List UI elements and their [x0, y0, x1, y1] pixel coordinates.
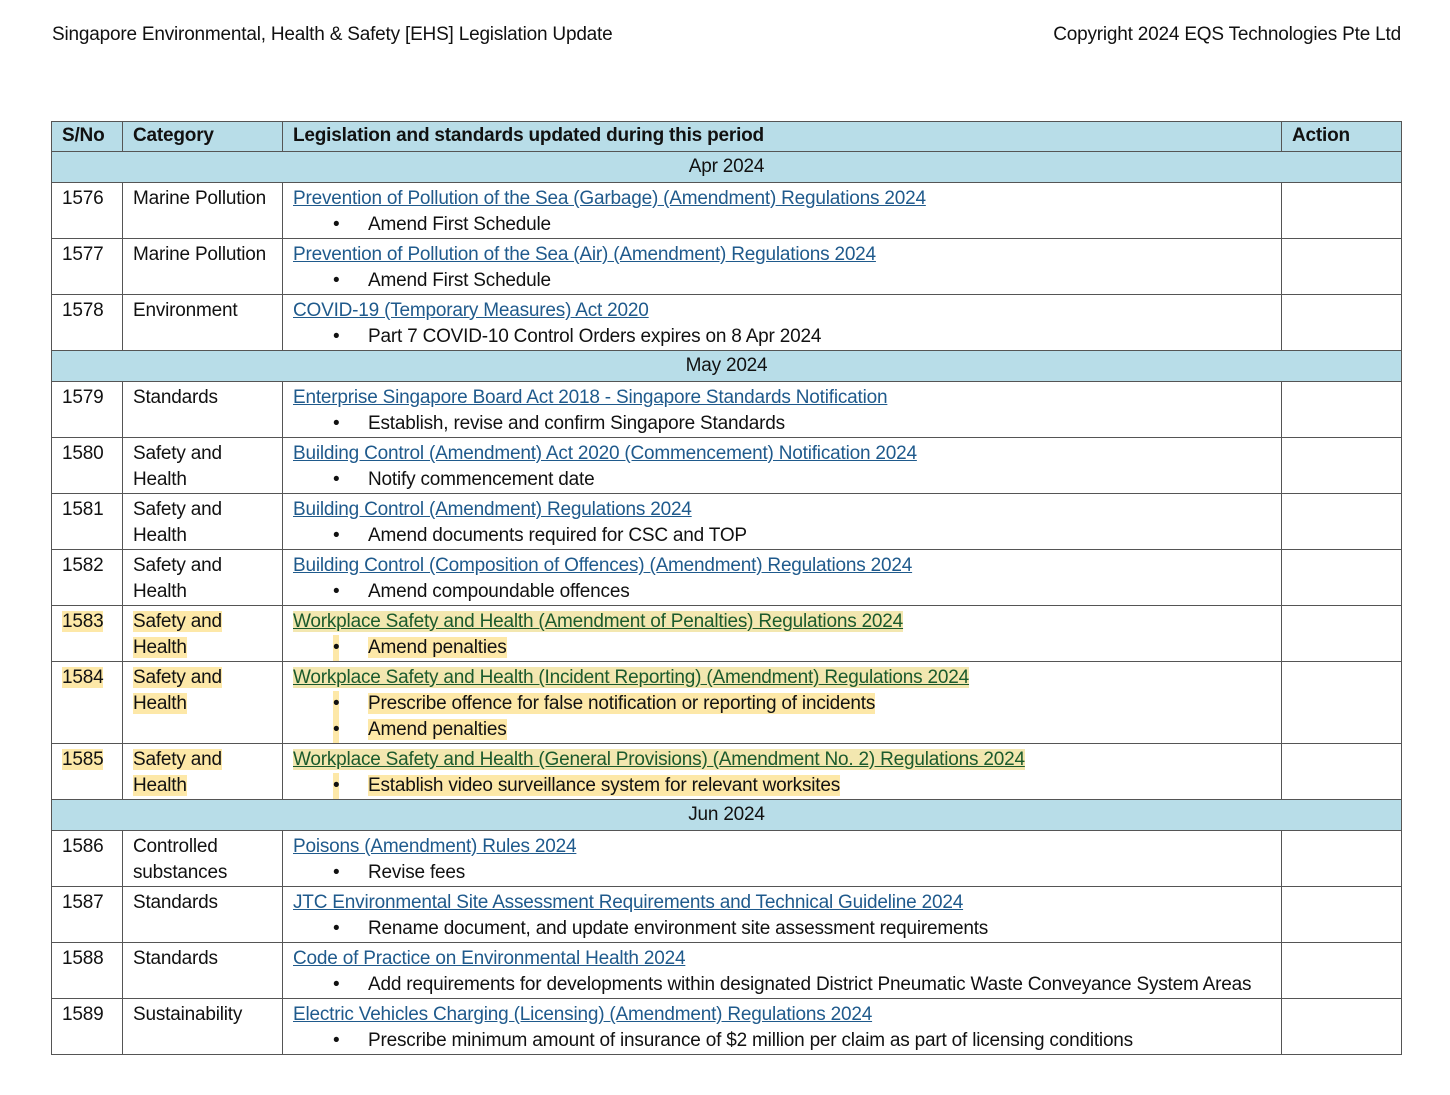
month-group-row	[52, 800, 1402, 831]
sno-value: 1589	[62, 1004, 104, 1025]
change-note-text: Rename document, and update environment site assessment requirements	[368, 918, 989, 939]
legislation-link[interactable]: Code of Practice on Environmental Health 2024	[293, 948, 686, 969]
bullet-dot-icon: •	[333, 270, 340, 291]
legislation-cell	[283, 999, 1282, 1055]
table-row	[52, 744, 1402, 800]
legislation-cell	[283, 662, 1282, 744]
bullet-dot-icon: •	[333, 635, 339, 661]
change-note-item	[293, 579, 1271, 605]
category-value: Marine Pollution	[133, 188, 267, 209]
legislation-link[interactable]: Poisons (Amendment) Rules 2024	[293, 836, 577, 857]
sno-value: 1583	[62, 611, 104, 632]
change-note-text: Add requirements for developments within designated District Pneumatic Waste Conveyance System Areas	[368, 974, 1252, 995]
sno-cell	[52, 606, 123, 662]
legislation-link[interactable]: Prevention of Pollution of the Sea (Air) (Amendment) Regulations 2024	[293, 244, 876, 265]
change-note-text: Prescribe offence for false notification or reporting of incidents	[368, 693, 876, 714]
change-notes-list	[293, 324, 1271, 350]
sno-cell	[52, 744, 123, 800]
category-value: Safety and Health	[133, 499, 222, 546]
category-cell	[123, 887, 283, 943]
bullet-dot-icon: •	[333, 918, 340, 939]
legislation-cell	[283, 550, 1282, 606]
document-title: Singapore Environmental, Health & Safety [EHS] Legislation Update	[52, 24, 613, 45]
legislation-link[interactable]: Enterprise Singapore Board Act 2018 - Singapore Standards Notification	[293, 387, 888, 408]
table-row	[52, 239, 1402, 295]
bullet-dot-icon: •	[333, 974, 340, 995]
sno-cell	[52, 550, 123, 606]
bullet-dot-icon: •	[333, 413, 340, 434]
change-note-item	[293, 467, 1271, 493]
bullet-dot-icon: •	[333, 525, 340, 546]
sno-cell	[52, 887, 123, 943]
change-note-item	[293, 773, 1271, 799]
bullet-dot-icon: •	[333, 691, 339, 717]
change-note-item	[293, 1028, 1271, 1054]
bullet-dot-icon: •	[333, 773, 339, 799]
category-value: Controlled substances	[133, 836, 228, 883]
legislation-cell	[283, 438, 1282, 494]
legislation-cell	[283, 831, 1282, 887]
page-header	[52, 22, 1401, 48]
legislation-cell	[283, 295, 1282, 351]
category-value: Environment	[133, 300, 238, 321]
change-notes-list	[293, 411, 1271, 437]
table-row	[52, 295, 1402, 351]
change-note-text: Amend documents required for CSC and TOP	[368, 525, 747, 546]
action-cell[interactable]	[1282, 438, 1402, 494]
table-row	[52, 438, 1402, 494]
legislation-link[interactable]: Workplace Safety and Health (Incident Reporting) (Amendment) Regulations 2024	[293, 667, 970, 688]
action-cell[interactable]	[1282, 239, 1402, 295]
bullet-dot-icon: •	[333, 581, 340, 602]
change-notes-list	[293, 1028, 1271, 1054]
change-note-text: Prescribe minimum amount of insurance of $2 million per claim as part of licensing conditions	[368, 1030, 1133, 1051]
action-cell[interactable]	[1282, 943, 1402, 999]
table-row	[52, 887, 1402, 943]
legislation-cell	[283, 239, 1282, 295]
change-note-text: Amend penalties	[368, 637, 507, 658]
category-value: Marine Pollution	[133, 244, 267, 265]
category-cell	[123, 606, 283, 662]
change-note-item	[293, 212, 1271, 238]
legislation-link[interactable]: Electric Vehicles Charging (Licensing) (Amendment) Regulations 2024	[293, 1004, 873, 1025]
change-note-item	[293, 268, 1271, 294]
table-row	[52, 183, 1402, 239]
column-header-category: Category	[123, 122, 283, 152]
bullet-dot-icon: •	[333, 862, 340, 883]
action-cell[interactable]	[1282, 295, 1402, 351]
legislation-cell	[283, 183, 1282, 239]
action-cell[interactable]	[1282, 494, 1402, 550]
change-note-item	[293, 324, 1271, 350]
category-cell	[123, 239, 283, 295]
legislation-link[interactable]: Building Control (Composition of Offences) (Amendment) Regulations 2024	[293, 555, 913, 576]
category-value: Safety and Health	[133, 443, 222, 490]
change-notes-list	[293, 860, 1271, 886]
change-note-item	[293, 972, 1271, 998]
change-notes-list	[293, 212, 1271, 238]
change-notes-list	[293, 635, 1271, 661]
category-cell	[123, 550, 283, 606]
sno-value: 1585	[62, 749, 104, 770]
month-group-row	[52, 351, 1402, 382]
change-note-text: Revise fees	[368, 862, 466, 883]
sno-value: 1578	[62, 300, 104, 321]
change-note-text: Establish, revise and confirm Singapore Standards	[368, 413, 785, 434]
sno-value: 1586	[62, 836, 104, 857]
legislation-link[interactable]: JTC Environmental Site Assessment Requirements and Technical Guideline 2024	[293, 892, 964, 913]
sno-value: 1582	[62, 555, 104, 576]
bullet-dot-icon: •	[333, 214, 340, 235]
category-value: Safety and Health	[133, 667, 222, 714]
change-note-text: Amend compoundable offences	[368, 581, 630, 602]
sno-value: 1579	[62, 387, 104, 408]
change-notes-list	[293, 523, 1271, 549]
action-cell[interactable]	[1282, 183, 1402, 239]
change-note-item	[293, 860, 1271, 886]
change-notes-list	[293, 773, 1271, 799]
change-notes-list	[293, 579, 1271, 605]
table-row	[52, 831, 1402, 887]
change-note-text: Part 7 COVID-10 Control Orders expires on 8 Apr 2024	[368, 326, 822, 347]
action-cell[interactable]	[1282, 550, 1402, 606]
category-cell	[123, 295, 283, 351]
table-row	[52, 662, 1402, 744]
legislation-link[interactable]: Workplace Safety and Health (Amendment of Penalties) Regulations 2024	[293, 611, 904, 632]
table-body	[52, 152, 1402, 1055]
legislation-table	[51, 121, 1402, 1055]
change-note-item	[293, 691, 1271, 717]
category-value: Sustainability	[133, 1004, 243, 1025]
column-header-sno: S/No	[52, 122, 123, 152]
change-note-text: Amend First Schedule	[368, 270, 551, 291]
sno-value: 1587	[62, 892, 104, 913]
legislation-cell	[283, 494, 1282, 550]
action-cell[interactable]	[1282, 887, 1402, 943]
category-cell	[123, 744, 283, 800]
category-value: Standards	[133, 948, 218, 969]
sno-cell	[52, 183, 123, 239]
category-cell	[123, 438, 283, 494]
table-row	[52, 550, 1402, 606]
change-note-text: Notify commencement date	[368, 469, 595, 490]
change-note-text: Amend First Schedule	[368, 214, 551, 235]
table-row	[52, 606, 1402, 662]
sno-value: 1577	[62, 244, 104, 265]
change-notes-list	[293, 467, 1271, 493]
action-cell[interactable]	[1282, 606, 1402, 662]
action-cell[interactable]	[1282, 831, 1402, 887]
sno-cell	[52, 494, 123, 550]
bullet-dot-icon: •	[333, 717, 339, 743]
legislation-cell	[283, 887, 1282, 943]
copyright-notice: Copyright 2024 EQS Technologies Pte Ltd	[1053, 24, 1401, 45]
legislation-link[interactable]: Building Control (Amendment) Regulations 2024	[293, 499, 692, 520]
sno-cell	[52, 438, 123, 494]
category-cell	[123, 183, 283, 239]
change-notes-list	[293, 268, 1271, 294]
sno-value: 1588	[62, 948, 104, 969]
change-note-item	[293, 635, 1271, 661]
sno-cell	[52, 943, 123, 999]
change-note-item	[293, 411, 1271, 437]
category-value: Standards	[133, 387, 218, 408]
legislation-cell	[283, 744, 1282, 800]
sno-cell	[52, 662, 123, 744]
column-header-legislation: Legislation and standards updated during this period	[283, 122, 1282, 152]
change-notes-list	[293, 916, 1271, 942]
change-notes-list	[293, 972, 1271, 998]
month-label: May 2024	[52, 351, 1402, 382]
category-cell	[123, 999, 283, 1055]
category-value: Safety and Health	[133, 611, 222, 658]
action-cell[interactable]	[1282, 382, 1402, 438]
sno-cell	[52, 999, 123, 1055]
sno-cell	[52, 831, 123, 887]
sno-value: 1584	[62, 667, 104, 688]
sno-cell	[52, 295, 123, 351]
category-value: Safety and Health	[133, 749, 222, 796]
legislation-cell	[283, 606, 1282, 662]
bullet-dot-icon: •	[333, 469, 340, 490]
legislation-link[interactable]: COVID-19 (Temporary Measures) Act 2020	[293, 300, 649, 321]
category-cell	[123, 662, 283, 744]
table-row	[52, 943, 1402, 999]
sno-cell	[52, 382, 123, 438]
action-cell[interactable]	[1282, 744, 1402, 800]
sno-value: 1576	[62, 188, 104, 209]
category-cell	[123, 494, 283, 550]
month-label: Apr 2024	[52, 152, 1402, 183]
category-cell	[123, 943, 283, 999]
column-header-action: Action	[1282, 122, 1402, 152]
legislation-link[interactable]: Workplace Safety and Health (General Provisions) (Amendment No. 2) Regulations 2024	[293, 749, 1025, 770]
table-row	[52, 494, 1402, 550]
bullet-dot-icon: •	[333, 1030, 340, 1051]
category-value: Safety and Health	[133, 555, 222, 602]
sno-value: 1580	[62, 443, 104, 464]
month-label: Jun 2024	[52, 800, 1402, 831]
table-header-row	[52, 122, 1402, 152]
category-value: Standards	[133, 892, 218, 913]
table-row	[52, 999, 1402, 1055]
change-note-text: Amend penalties	[368, 719, 507, 740]
category-cell	[123, 382, 283, 438]
action-cell[interactable]	[1282, 662, 1402, 744]
change-note-item	[293, 523, 1271, 549]
legislation-cell	[283, 382, 1282, 438]
change-note-text: Establish video surveillance system for relevant worksites	[368, 775, 841, 796]
legislation-cell	[283, 943, 1282, 999]
sno-value: 1581	[62, 499, 104, 520]
category-cell	[123, 831, 283, 887]
legislation-link[interactable]: Prevention of Pollution of the Sea (Garbage) (Amendment) Regulations 2024	[293, 188, 926, 209]
sno-cell	[52, 239, 123, 295]
change-note-item	[293, 916, 1271, 942]
month-group-row	[52, 152, 1402, 183]
bullet-dot-icon: •	[333, 326, 340, 347]
change-notes-list	[293, 691, 1271, 743]
change-note-item	[293, 717, 1271, 743]
table-row	[52, 382, 1402, 438]
action-cell[interactable]	[1282, 999, 1402, 1055]
legislation-link[interactable]: Building Control (Amendment) Act 2020 (Commencement) Notification 2024	[293, 443, 917, 464]
